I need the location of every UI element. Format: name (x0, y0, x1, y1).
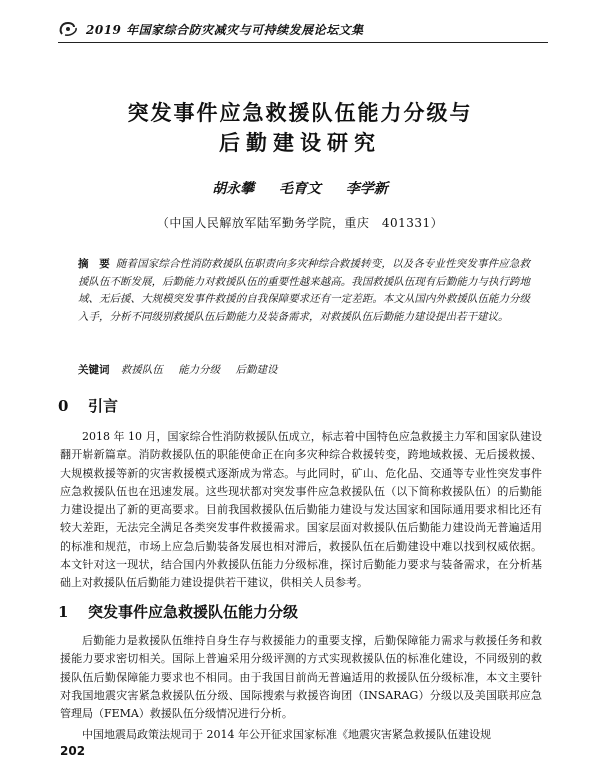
abstract-label: 摘 要 (78, 258, 110, 270)
keyword: 能力分级 (178, 364, 221, 376)
paragraph: 中国地震局政策法规司于 2014 年公开征求国家标准《地震灾害紧急救援队伍建设规 (82, 728, 491, 741)
keyword: 后勤建设 (235, 364, 278, 376)
section-heading-capability-grading (58, 601, 298, 622)
section-number: 0 (58, 397, 69, 415)
author: 毛育文 (279, 181, 321, 197)
author-list (60, 178, 540, 198)
running-title: 2019 年国家综合防灾减灾与可持续发展论坛文集 (86, 22, 364, 37)
keyword: 救援队伍 (120, 364, 163, 376)
keywords (78, 362, 530, 377)
keywords-label: 关键词 (78, 364, 110, 376)
section-title: 突发事件应急救援队伍能力分级 (88, 603, 299, 621)
abstract (78, 256, 530, 326)
title-line-1: 突发事件应急救援队伍能力分级与 (127, 100, 473, 125)
section-title: 引言 (88, 397, 119, 415)
author: 胡永攀 (212, 181, 255, 197)
logo-icon (58, 20, 80, 38)
paragraph: 后勤能力是救援队伍维持自身生存与救援能力的重要支撑，后勤保障能力需求与救援任务和救援能力要求密切相关。国际上普遍采用分级评测的方式实现救援队伍的标准化建设，不同级别的救援队伍后勤保障能力要求也不相同。由于我国目前尚无普遍适用的救援队伍分级标准，本文主要针对我国地震灾害紧急救援队伍分级、国际搜索与救援咨询团（INSARAG）分级以及美国联邦应急管理局（FEMA）救援队伍分级情况进行分析。 (60, 634, 542, 721)
header-rule (58, 42, 548, 43)
page-number: 202 (60, 744, 86, 758)
article-title (60, 98, 540, 158)
section-body-capability-grading (60, 632, 542, 723)
section-body-continued (60, 726, 542, 744)
section-body-introduction (60, 428, 542, 593)
abstract-text: 随着国家综合性消防救援队伍职责向多灾种综合救援转变，以及各专业性突发事件应急救援队伍不断发展，后勤能力对救援队伍的重要性越来越高。我国救援队伍现有后勤能力与执行跨地域、无后援、大规模突发事件救援的自我保障要求还有一定差距。本文从国内外救援队伍能力分级入手，分析不同级别救援队伍后勤能力及装备需求，对救援队伍后勤能力建设提出若干建议。 (78, 258, 531, 323)
section-number: 1 (58, 603, 69, 621)
paragraph: 2018 年 10 月，国家综合性消防救援队伍成立，标志着中国特色应急救援主力军和国家队建设翻开崭新篇章。消防救援队伍的职能使命正在向多灾种综合救援转变，跨地域救援、无后援救援、大规模救援等新的灾害救援模式逐渐成为常态。与此同时，矿山、危化品、交通等专业性突发事件应急救援队伍也在迅速发展。这些现状都对突发事件应急救援队伍（以下简称救援队伍）的后勤能力建设提出了新的更高要求。目前我国救援队伍后勤能力建设与发达国家和国际通用要求相比还有较大差距，无法完全满足各类突发事件救援需求。国家层面对救援队伍后勤能力建设尚无普遍适用的标准和规范，市场上应急后勤装备发展也相对滞后，救援队伍在后勤建设中难以找到权威依据。本文针对这一现状，结合国内外救援队伍能力分级标准，探讨后勤能力要求与装备需求，在分析基础上对救援队伍后勤能力建设提供若干建议，供相关人员参考。 (60, 430, 542, 590)
affiliation: （中国人民解放军陆军勤务学院，重庆 401331） (156, 216, 444, 230)
title-line-2: 后勤建设研究 (219, 130, 381, 155)
running-header (58, 18, 538, 40)
section-heading-introduction (58, 395, 118, 416)
author: 李学新 (345, 181, 388, 197)
